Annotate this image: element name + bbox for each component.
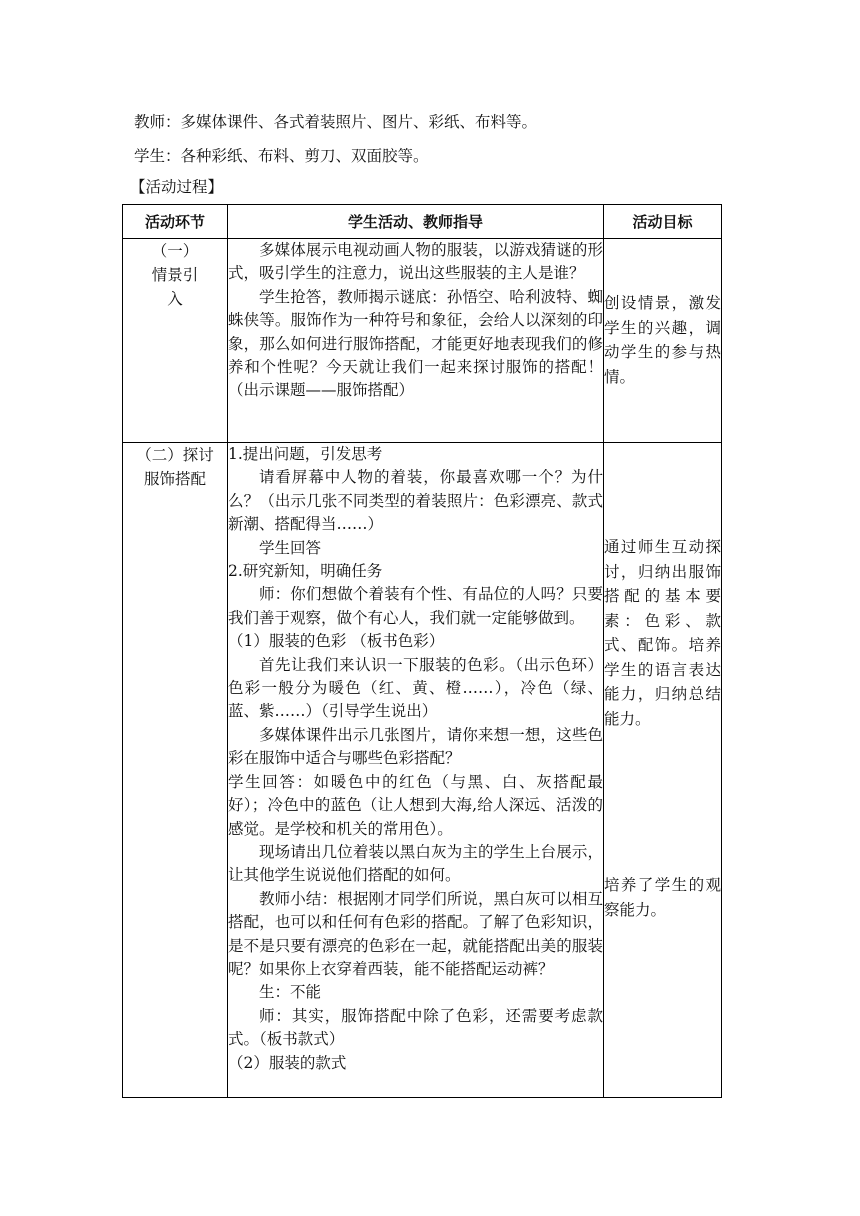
stage-cell	[123, 443, 228, 1098]
activity-paragraph: 1.提出问题，引发思考	[228, 445, 383, 463]
activity-paragraph: 多媒体课件出示几张图片，请你来想一想，这些色彩在服饰中适合与哪些色彩搭配？	[228, 725, 603, 768]
activity-paragraph: 请看屏幕中人物的着装，你最喜欢哪一个？为什么？（出示几张不同类型的着装照片：色彩漂亮、款式新潮、搭配得当……）	[228, 468, 603, 534]
goal-paragraph: 通过师生互动探讨，归纳出服饰搭配的基本要素：色彩、款式、配饰。培养学生的语言表达能力，归纳总结能力。	[604, 538, 721, 728]
activity-paragraph: 生：不能	[259, 983, 322, 1002]
table-header-row	[123, 205, 722, 239]
activity-paragraph: 学生回答：如暖色中的红色（与黑、白、灰搭配最好）；冷色中的蓝色（让人想到大海,给人深远、活泼的感觉。是学校和机关的常用色）。	[228, 772, 603, 838]
activity-cell	[228, 443, 604, 1098]
goal-paragraph: 创设情景，激发学生的兴趣，调动学生的参与热情。	[604, 294, 721, 386]
stage-label: （二）探讨服饰搭配	[136, 446, 214, 488]
activity-paragraph: 现场请出几位着装以黑白灰为主的学生上台展示，让其他学生说说他们搭配的如何。	[228, 842, 603, 885]
activity-paragraph: 师：其实，服饰搭配中除了色彩，还需要考虑款式。（板书款式）	[228, 1006, 603, 1049]
goal-paragraph: 培养了学生的观察能力。	[604, 876, 721, 919]
activity-paragraph: 2.研究新知，明确任务	[228, 562, 383, 581]
activity-paragraph: 教师小结：根据刚才同学们所说，黑白灰可以相互搭配，也可以和任何有色彩的搭配。了解了色彩知识，是不是只要有漂亮的色彩在一起，就能搭配出美的服装呢？如果你上衣穿着西装，能不能搭配运动裤？	[228, 889, 603, 978]
activity-paragraph: （2）服装的款式	[228, 1053, 347, 1072]
activity-paragraph: 师：你们想做个着装有个性、有品位的人吗？只要我们善于观察，做个有心人，我们就一定能够做到。	[228, 585, 603, 627]
stage-label: （一）情景引入	[151, 242, 199, 308]
stage-cell	[123, 239, 228, 443]
teacher-materials-line: 教师：多媒体课件、各式着装照片、图片、彩纸、布料等。	[134, 113, 538, 131]
activity-cell	[228, 239, 604, 443]
activity-paragraph: （1）服装的色彩 （板书色彩）	[228, 632, 445, 651]
header-stage: 活动环节	[123, 205, 228, 239]
table-row	[123, 239, 722, 443]
activity-paragraph: 多媒体展示电视动画人物的服装，以游戏猜谜的形式，吸引学生的注意力，说出这些服装的主人是谁？	[228, 241, 603, 283]
section-title: 【活动过程】	[130, 178, 224, 196]
header-goal: 活动目标	[604, 205, 722, 239]
activity-table	[122, 204, 722, 1098]
goal-cell	[604, 443, 722, 1098]
activity-paragraph: 学生抢答，教师揭示谜底：孙悟空、哈利波特、蜘蛛侠等。服饰作为一种符号和象征，会给人以深刻的印象，那么如何进行服饰搭配，才能更好地表现我们的修养和个性呢？今天就让我们一起来探讨服饰的搭配！（出示课题——服饰搭配）	[228, 287, 603, 400]
activity-paragraph: 学生回答	[259, 538, 322, 557]
goal-cell	[604, 239, 722, 443]
header-activity: 学生活动、教师指导	[228, 205, 604, 239]
activity-paragraph: 首先让我们来认识一下服装的色彩。（出示色环）色彩一般分为暖色（红、黄、橙……），冷色（绿、蓝、紫……）（引导学生说出）	[228, 655, 603, 721]
table-row	[123, 443, 722, 1098]
student-materials-line: 学生：各种彩纸、布料、剪刀、双面胶等。	[134, 147, 429, 165]
